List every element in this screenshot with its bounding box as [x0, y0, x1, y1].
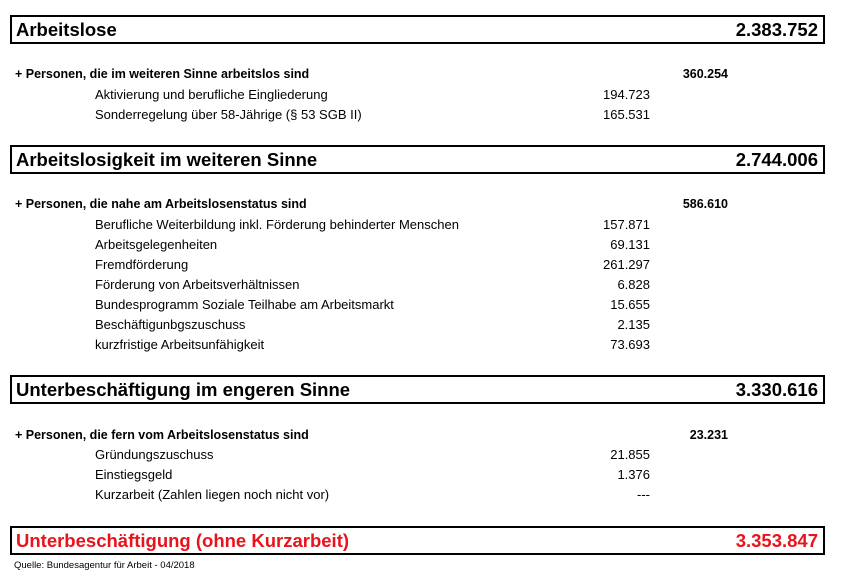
group-total-nahe-status: 586.610 [682, 197, 728, 211]
item-name: Kurzarbeit (Zahlen liegen noch nicht vor) [95, 487, 330, 502]
list-item [95, 467, 650, 485]
group-heading-weiteren-sinne: + Personen, die im weiteren Sinne arbeitslos sind [15, 67, 310, 81]
item-value: --- [637, 487, 650, 502]
list-item [95, 277, 650, 295]
item-value: 165.531 [603, 107, 650, 122]
item-value: 21.855 [610, 447, 650, 462]
item-value: 194.723 [603, 87, 650, 102]
item-value: 2.135 [617, 317, 650, 332]
item-name: Bundesprogramm Soziale Teilhabe am Arbeitsmarkt [95, 297, 394, 312]
group-total-weiteren-sinne: 360.254 [682, 67, 728, 81]
list-item [95, 297, 650, 315]
item-name: Fremdförderung [95, 257, 189, 272]
list-item [95, 447, 650, 465]
group-heading-nahe-status: + Personen, die nahe am Arbeitslosenstatus sind [15, 197, 307, 211]
item-name: Einstiegsgeld [95, 467, 173, 482]
item-value: 15.655 [610, 297, 650, 312]
list-item [95, 317, 650, 335]
total-box-engeren-sinne [10, 375, 825, 404]
total-label: Arbeitslosigkeit im weiteren Sinne [16, 149, 318, 170]
list-item [95, 217, 650, 235]
total-label: Unterbeschäftigung (ohne Kurzarbeit) [16, 530, 350, 551]
list-item [95, 257, 650, 275]
item-value: 157.871 [603, 217, 650, 232]
list-item [95, 337, 650, 355]
item-name: kurzfristige Arbeitsunfähigkeit [95, 337, 265, 352]
total-value: 2.744.006 [735, 149, 818, 170]
list-item [95, 237, 650, 255]
total-value: 3.353.847 [735, 530, 818, 551]
item-name: Aktivierung und berufliche Eingliederung [95, 87, 328, 102]
item-name: Berufliche Weiterbildung inkl. Förderung behinderter Menschen [95, 217, 459, 232]
item-value: 73.693 [610, 337, 650, 352]
item-name: Förderung von Arbeitsverhältnissen [95, 277, 300, 292]
item-name: Sonderregelung über 58-Jährige (§ 53 SGB II) [95, 107, 362, 122]
total-box-unterbeschaeftigung [10, 526, 825, 555]
group-heading-fern-status: + Personen, die fern vom Arbeitslosenstatus sind [15, 428, 309, 442]
total-label: Arbeitslose [16, 19, 117, 40]
group-total-fern-status: 23.231 [689, 428, 728, 442]
total-value: 3.330.616 [735, 379, 818, 400]
total-box-weiteren-sinne [10, 145, 825, 174]
item-value: 261.297 [603, 257, 650, 272]
item-value: 1.376 [617, 467, 650, 482]
source-note: Quelle: Bundesagentur für Arbeit - 04/2018 [14, 560, 195, 571]
total-label: Unterbeschäftigung im engeren Sinne [16, 379, 351, 400]
item-name: Beschäftigunbgszuschuss [95, 317, 246, 332]
item-name: Arbeitsgelegenheiten [95, 237, 218, 252]
list-item [95, 487, 650, 505]
item-name: Gründungszuschuss [95, 447, 214, 462]
list-item [95, 87, 650, 105]
item-value: 6.828 [617, 277, 650, 292]
total-value: 2.383.752 [735, 19, 818, 40]
total-box-arbeitslose [10, 15, 825, 44]
item-value: 69.131 [610, 237, 650, 252]
list-item [95, 107, 650, 125]
